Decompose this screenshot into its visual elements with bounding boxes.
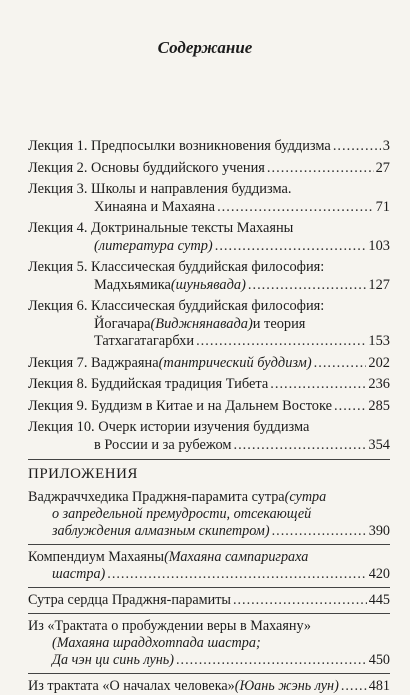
entry-text: Да чэн ци синь лунь) [52, 652, 174, 668]
entry-text: (сутра [284, 489, 327, 505]
leader-dots [248, 277, 367, 295]
page-number: 445 [368, 592, 390, 608]
page-number: 27 [375, 159, 390, 176]
entry-text: и теория [252, 315, 306, 332]
entry-text: (Махаяна шраддхотпада шастра; [52, 635, 261, 651]
entry-divider [28, 613, 390, 614]
entry-text: Лекция 1. Предпосылки возникновения буддизма [28, 138, 331, 154]
entry-text: (литература сутр) [94, 237, 213, 254]
page-title: Содержание [157, 38, 253, 57]
entry-text: Татхагатагарбхи [94, 333, 195, 349]
entry-text: Лекция 10. Очерк истории изучения буддизма [28, 419, 310, 435]
toc-entry-lecture [28, 259, 390, 294]
page-number: 71 [375, 198, 390, 215]
toc-entry-lecture [28, 376, 390, 394]
entry-text: Из трактата «О началах человека» [28, 678, 235, 694]
toc-entry-lecture [28, 355, 390, 373]
page-number: 127 [368, 276, 390, 293]
entry-text: Лекция 4. Доктринальные тексты Махаяны [28, 220, 294, 236]
toc-entry-appendix [28, 489, 390, 540]
leader-dots [341, 678, 367, 695]
leader-dots [176, 652, 367, 669]
page-number: 202 [368, 354, 390, 371]
appendix-list [28, 489, 390, 695]
entry-text: Ваджраччхедика Праджня-парамита сутра [28, 489, 285, 505]
leader-dots [272, 523, 367, 540]
entry-text: Лекция 8. Буддийская традиция Тибета [28, 376, 269, 392]
page-number: 3 [382, 138, 390, 154]
toc-entry-appendix [28, 618, 390, 669]
entry-text: в России и за рубежом [94, 436, 232, 453]
toc-entry-lecture [28, 419, 390, 454]
page-number: 103 [368, 237, 390, 254]
entry-text: Лекция 3. Школы и направления буддизма. [28, 181, 292, 197]
entry-text: Лекция 2. Основы буддийского учения [28, 159, 265, 176]
entry-text: Йогачара [94, 315, 151, 332]
page-number: 420 [368, 566, 390, 582]
leader-dots [314, 355, 367, 373]
entry-text: Лекция 7. Ваджраяна [28, 354, 159, 371]
leader-dots [267, 160, 374, 178]
entry-text: шастра) [52, 566, 106, 582]
entry-text: Лекция 6. Классическая буддийская философия: [28, 298, 325, 314]
toc-entry-lecture [28, 160, 390, 178]
toc-entry-lecture [28, 398, 390, 416]
entry-text: (Махаяна сампариграха [164, 549, 309, 565]
entry-text: Хинаяна и Махаяна [94, 198, 216, 215]
leader-dots [333, 138, 381, 156]
leader-dots [233, 437, 366, 455]
toc-entry-lecture [28, 138, 390, 156]
toc-entry-lecture [28, 181, 390, 216]
leader-dots [217, 199, 374, 217]
appendices-heading: ПРИЛОЖЕНИЯ [28, 466, 138, 482]
entry-text: Лекция 9. Буддизм в Китае и на Дальнем Востоке [28, 397, 333, 414]
entry-text: (шуньявада) [170, 276, 246, 293]
toc-entry-appendix [28, 592, 390, 609]
page-number: 236 [368, 376, 390, 392]
entry-text: Лекция 5. Классическая буддийская философия: [28, 259, 325, 275]
leader-dots [270, 376, 366, 394]
page-number: 481 [368, 678, 390, 694]
entry-text: Компендиум Махаяны [28, 549, 165, 565]
page-number: 285 [368, 397, 390, 414]
leader-dots [334, 398, 366, 416]
entry-text: Из «Трактата о пробуждении веры в Махаяну» [28, 618, 311, 634]
table-of-contents [28, 138, 390, 695]
toc-entry-appendix [28, 549, 390, 583]
page-number: 153 [368, 333, 390, 349]
entry-text: (Виджнянавада) [150, 315, 253, 332]
leader-dots [233, 592, 367, 609]
entry-text: заблуждения алмазным скипетром) [52, 523, 270, 539]
entry-text: (тантрический буддизм) [158, 354, 312, 371]
entry-text: Сутра сердца Праджня-парамиты [28, 592, 231, 608]
page-number: 354 [368, 436, 390, 453]
section-divider [28, 459, 390, 460]
entry-divider [28, 587, 390, 588]
page-number: 450 [368, 652, 390, 668]
entry-text: Мадхьямика [94, 276, 171, 293]
leader-dots [215, 238, 367, 256]
toc-entry-lecture [28, 298, 390, 351]
lecture-list [28, 138, 390, 454]
toc-entry-appendix [28, 678, 390, 695]
entry-text: о запредельной премудрости, отсекающей [52, 506, 312, 522]
entry-divider [28, 673, 390, 674]
entry-divider [28, 544, 390, 545]
page-number: 390 [368, 523, 390, 539]
leader-dots [196, 333, 366, 351]
entry-text: (Юань жэнь лун) [234, 678, 339, 694]
leader-dots [107, 566, 366, 583]
toc-entry-lecture [28, 220, 390, 255]
